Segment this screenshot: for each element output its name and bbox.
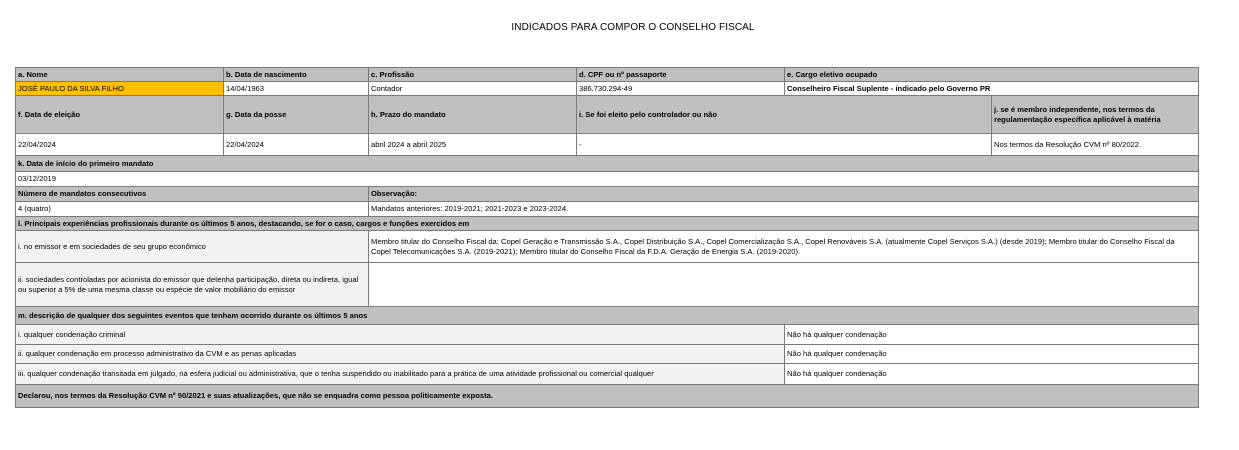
inauguration-header: g. Data da posse [224, 96, 369, 134]
mandates-row [16, 202, 1199, 217]
declaration-row [16, 385, 1199, 408]
independent-header: j. se é membro independente, nos termos da regulamentação específica aplicável à matéria [992, 96, 1199, 134]
events-header-row [16, 307, 1199, 325]
observation-header: Observação: [369, 187, 1199, 202]
nominee-sheet [15, 67, 1199, 408]
controller-header: i. Se foi eleito pelo controlador ou não [577, 96, 992, 134]
mandates-header: Número de mandatos consecutivos [16, 187, 369, 202]
controller-cell: - [577, 134, 992, 156]
name-cell: JOSÉ PAULO DA SILVA FILHO [16, 82, 224, 96]
election-date-header: f. Data de eleição [16, 96, 224, 134]
term-header: h. Prazo do mandato [369, 96, 577, 134]
name-header: a. Nome [16, 68, 224, 82]
event-label: iii. qualquer condenação transitada em julgado, na esfera judicial ou administrativa, que o tenha suspendido ou inabilitado para a prática de uma atividade profissional ou comercial qualquer [16, 364, 785, 385]
page-title: INDICADOS PARA COMPOR O CONSELHO FISCAL [511, 22, 755, 33]
cpf-cell: 386.730.294-49 [577, 82, 785, 96]
profession-header: c. Profissão [369, 68, 577, 82]
experience-row-2 [16, 263, 1199, 307]
event-row [16, 325, 1199, 345]
position-header: e. Cargo eletivo ocupado [785, 68, 1199, 82]
mandates-header-row [16, 187, 1199, 202]
event-row [16, 345, 1199, 364]
cpf-header: d. CPF ou nº passaporte [577, 68, 785, 82]
event-label: ii. qualquer condenação em processo administrativo da CVM e as penas aplicadas [16, 345, 785, 364]
experience-item1-label: i. no emissor e em sociedades de seu grupo econômico [16, 231, 369, 263]
first-term-header-row [16, 156, 1199, 172]
independent-cell: Nos termos da Resolução CVM nº 80/2022. [992, 134, 1199, 156]
events-header: m. descrição de qualquer dos seguintes eventos que tenham ocorrido durante os últimos 5 anos [16, 307, 1199, 325]
event-value: Não há qualquer condenação [785, 325, 1199, 345]
experience-item2-value [369, 263, 1199, 307]
nominee-table [15, 67, 1199, 408]
inauguration-cell: 22/04/2024 [224, 134, 369, 156]
declaration-cell: Declarou, nos termos da Resolução CVM nº 50/2021 e suas atualizações, que não se enquadra como pessoa politicamente exposta. [16, 385, 1199, 408]
first-term-cell: 03/12/2019 [16, 172, 1199, 187]
birth-header: b. Data de nascimento [224, 68, 369, 82]
experience-header-row [16, 217, 1199, 231]
birth-cell: 14/04/1963 [224, 82, 369, 96]
first-term-header: k. Data de início do primeiro mandato [16, 156, 1199, 172]
term-cell: abril 2024 a abril 2025 [369, 134, 577, 156]
header-row-1 [16, 68, 1199, 82]
experience-header: l. Principais experiências profissionais durante os últimos 5 anos, destacando, se for o caso, cargos e funções exercidos em [16, 217, 1199, 231]
profession-cell: Contador [369, 82, 577, 96]
person-row [16, 82, 1199, 96]
event-value: Não há qualquer condenação [785, 345, 1199, 364]
mandates-cell: 4 (quatro) [16, 202, 369, 217]
experience-item1-value: Membro titular do Conselho Fiscal da: Copel Geração e Transmissão S.A., Copel Distribuição S.A., Copel Comercialização S.A., Copel Renováveis S.A. (atualmente Copel Serviços S.A.) (desde 2019); Membro titular do Conselho Fiscal da Copel Telecomunicações S.A. (2019-2021); Membro titular do Conselho Fiscal da F.D.A. Geração de Energia S.A. (2019-2020). [369, 231, 1199, 263]
event-label: i. qualquer condenação criminal [16, 325, 785, 345]
position-cell: Conselheiro Fiscal Suplente - indicado pelo Governo PR [785, 82, 1199, 96]
event-row [16, 364, 1199, 385]
header-row-2 [16, 96, 1199, 134]
event-value: Não há qualquer condenação [785, 364, 1199, 385]
observation-cell: Mandatos anteriores: 2019-2021; 2021-2023 e 2023-2024. [369, 202, 1199, 217]
experience-item2-label: ii. sociedades controladas por acionista do emissor que detenha participação, direta ou indireta, igual ou superior a 5% de uma mesma classe ou espécie de valor mobiliário do emissor [16, 263, 369, 307]
first-term-row [16, 172, 1199, 187]
experience-row-1 [16, 231, 1199, 263]
values-row-2 [16, 134, 1199, 156]
election-date-cell: 22/04/2024 [16, 134, 224, 156]
